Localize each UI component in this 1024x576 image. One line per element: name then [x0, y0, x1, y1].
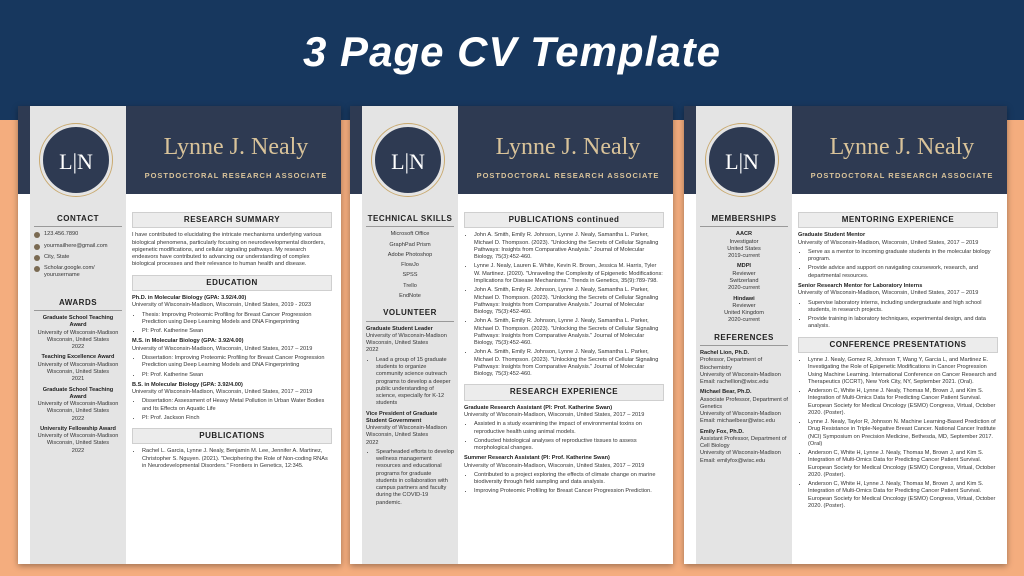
bullet: • Supervise laboratory interns, including undergraduate and high school students, in research projects.: [808, 300, 998, 315]
conference-item: • Lynne J. Nealy, Gomez R, Johnson T, Wang Y, Garcia L, and Martinez E. Investigating the Role of Epigenetic Modifications in Cancer Progression Using Machine Learning. International Conference on Cancer Research and Therapeutics (ICCRT), New York City, NY, September 2021. (Oral).: [808, 357, 998, 386]
bullet: • Conducted histological analyses of reproductive tissues to assess morphological changes.: [474, 438, 664, 453]
section-heading-mentoring: MENTORING EXPERIENCE: [798, 212, 998, 228]
volunteer-item: [366, 411, 454, 507]
section-heading-memberships: MEMBERSHIPS: [700, 212, 788, 227]
membership-item: [700, 296, 788, 325]
volunteer-year: 2022: [366, 347, 379, 354]
contact-email-text: yourmailhere@gmail.com: [44, 242, 108, 249]
degree: B.S. in Molecular Biology (GPA: 3.92/4.00): [132, 381, 243, 388]
award-title: Graduate School Teaching Award: [42, 386, 114, 400]
candidate-name: Lynne J. Nealy: [163, 134, 309, 160]
section-heading-contact: CONTACT: [34, 212, 122, 227]
experience-title: Graduate Research Assistant (PI: Prof. Katherine Swan): [464, 404, 613, 411]
membership-country: United States: [727, 245, 761, 252]
bullet: • PI: Prof. Jackson Finch: [142, 415, 332, 422]
reference-title: Assistant Professor, Department of Cell Biology: [700, 435, 787, 450]
bullet: • PI: Prof. Katherine Swan: [142, 372, 332, 379]
skill-item: FlowJo: [401, 262, 419, 269]
skill-item: Trello: [403, 282, 417, 289]
skill-item: Microsoft Office: [390, 231, 430, 238]
reference-inst: University of Wisconsin-Madison: [700, 450, 781, 457]
experience-inst: University of Wisconsin-Madison, Wisconsin, United States, 2017 – 2019: [464, 412, 645, 419]
conference-item: • Anderson C, White H, Lynne J. Nealy, Thomas M, Brown J, and Kim S. Integration of Multi-Omics Data for Predicting Cancer Patient Survival. European Society for Medical Oncology (ESMO) Congress, Virtual, October 2020. (Poster).: [808, 450, 998, 479]
volunteer-loc: Wisconsin, United States: [366, 432, 429, 439]
education-item: [132, 382, 332, 422]
membership-years: 2020-current: [728, 285, 760, 292]
degree: Ph.D. in Molecular Biology (GPA: 3.92/4.00): [132, 295, 247, 302]
membership-item: [700, 263, 788, 292]
bullet: • Provide advice and support on navigating coursework, research, and departmental resources.: [808, 265, 998, 280]
award-loc: Wisconsin, United States: [46, 408, 110, 415]
candidate-name: Lynne J. Nealy: [495, 134, 641, 160]
volunteer-title: Graduate Student Leader: [366, 325, 433, 332]
bullet: • Improving Proteomic Profiling for Breast Cancer Progression Prediction.: [474, 488, 664, 495]
award-item: [34, 426, 122, 455]
institution: University of Wisconsin-Madison, Wisconsin, United States, 2017 – 2019: [132, 345, 313, 352]
education-item: [132, 295, 332, 335]
bullet: • Thesis: Improving Proteomic Profiling for Breast Cancer Progression Prediction using Deep Learning Models and DNA Fingerprinting: [142, 312, 332, 327]
publication-item: • John A. Smith, Emily R. Johnson, Lynne J. Nealy, Samantha L. Parker, Michael D. Thompson. (2023). "Unlocking the Secrets of Cellular Signaling Pathways: Insights from Comparative Analysis." Journal of Molecular Biology, 75(3):452-460.: [474, 232, 664, 261]
section-heading-awards: AWARDS: [34, 296, 122, 311]
reference-email: Email: michaelbear@wisc.edu: [700, 418, 776, 425]
section-heading-volunteer: VOLUNTEER: [366, 306, 454, 321]
conference-item: • Lynne J. Nealy, Taylor R, Johnson N. Machine Learning-Based Prediction of Drug Resistance in Triple-Negative Breast Cancer. National Cancer Institute (NCI) Symposium on Precision Medicine, Bethesda, MD, September 2017. (Oral): [808, 419, 998, 448]
institution: University of Wisconsin-Madison, Wisconsin, United States, 2019 - 2023: [132, 302, 312, 309]
reference-title: Professor, Department of Biochemistry: [700, 357, 763, 371]
volunteer-year: 2022: [366, 439, 379, 446]
monogram-logo: [40, 124, 112, 196]
monogram-initials: L|N: [59, 149, 93, 174]
publication-item: • John A. Smith, Emily R. Johnson, Lynne J. Nealy, Samantha L. Parker, Michael D. Thompson. (2023). "Unlocking the Secrets of Cellular Signaling Pathways: Insights from Comparative Analysis." Journal of Molecular Biology, 75(3):452-460.: [474, 287, 664, 316]
membership-country: United Kingdom: [724, 310, 764, 317]
membership-role: Investigator: [729, 238, 759, 245]
membership-years: 2020-current: [728, 317, 760, 324]
experience-title: Summer Research Assistant (PI: Prof. Katherine Swan): [464, 455, 610, 462]
monogram-initials: L|N: [391, 149, 425, 174]
location-icon: [34, 255, 40, 261]
bullet: • Lead a group of 15 graduate students to organize community science outreach programs to develop a deeper public understanding of science, especially for K-12 students: [376, 357, 454, 408]
section-heading-experience: RESEARCH EXPERIENCE: [464, 384, 664, 400]
publication-item: • John A. Smith, Emily R. Johnson, Lynne J. Nealy, Samantha L. Parker, Michael D. Thompson. (2023). "Unlocking the Secrets of Cellular Signaling Pathways: Insights from Comparative Analysis." Journal of Molecular Biology, 75(3):452-460.: [474, 349, 664, 378]
bullet: • Assisted in a study examining the impact of environmental toxins on reproductive health using animal models.: [474, 421, 664, 436]
membership-org: AACR: [735, 231, 753, 238]
award-inst: University of Wisconsin-Madison: [37, 361, 119, 368]
experience-item: [464, 455, 664, 495]
reference-title: Associate Professor, Department of Genetics: [700, 396, 788, 410]
sidebar-content: [34, 206, 122, 458]
award-year: 2022: [71, 415, 85, 422]
publication-item: • Lynne J. Nealy, Lauren E. White, Kevin R. Brown, Jessica M. Harris, Tyler W. Martinez. (2020). "Unraveling the Complexity of Epigenetic Modifications: Implications for Disease Mechanisms." Trends in Genetics, 35(9):789-798.: [474, 263, 664, 285]
cv-page-2: [350, 106, 673, 564]
award-inst: University of Wisconsin-Madison: [37, 329, 119, 336]
main-content: [464, 206, 664, 499]
contact-email: [34, 243, 122, 250]
degree: M.S. in Molecular Biology (GPA: 3.92/4.00): [132, 338, 244, 345]
reference-email: Email: rachellion@wisc.edu: [700, 379, 769, 386]
main-content: [132, 206, 332, 472]
volunteer-inst: University of Wisconsin-Madison: [366, 425, 447, 432]
bullet: • Dissertation: Assessment of Heavy Metal Pollution in Urban Water Bodies and Its Effects on Aquatic Life: [142, 398, 332, 413]
award-title: Graduate School Teaching Award: [42, 315, 114, 329]
mentoring-inst: University of Wisconsin-Madison, Wisconsin, United States, 2017 – 2019: [798, 290, 979, 297]
reference-item: [700, 389, 788, 425]
volunteer-loc: Wisconsin, United States: [366, 340, 429, 347]
section-heading-references: REFERENCES: [700, 331, 788, 346]
section-heading-publications: PUBLICATIONS: [132, 428, 332, 444]
contact-phone: [34, 231, 122, 238]
cv-page-1: [18, 106, 341, 564]
contact-scholar: [34, 265, 122, 280]
award-loc: Wisconsin, United States: [46, 440, 110, 447]
section-heading-publications-continued: PUBLICATIONS continued: [464, 212, 664, 228]
reference-item: [700, 350, 788, 386]
award-loc: Wisconsin, United States: [46, 336, 110, 343]
award-inst: University of Wisconsin-Madison: [37, 401, 119, 408]
phone-icon: [34, 232, 40, 238]
monogram-initials: L|N: [725, 149, 759, 174]
membership-country: Switzerland: [729, 277, 759, 284]
reference-name: Rachel Lion, Ph.D.: [700, 349, 750, 356]
conference-item: • Anderson C, White H, Lynne J. Nealy, Thomas M, Brown J, and Kim S. Integration of Multi-Omics Data for Predicting Cancer Patient Survival. European Society for Medical Oncology (ESMO) Congress, Virtual, October 2020. (Poster).: [808, 481, 998, 510]
contact-phone-text: 123.456.7890: [44, 231, 79, 238]
membership-years: 2019-current: [728, 253, 760, 260]
mentoring-item: [798, 232, 998, 280]
award-item: [34, 354, 122, 383]
section-heading-conferences: CONFERENCE PRESENTATIONS: [798, 337, 998, 353]
monogram-logo: [706, 124, 778, 196]
bullet: • Dissertation: Improving Proteomic Profiling for Breast Cancer Progression Prediction using Deep Learning Models and DNA Fingerprinting: [142, 355, 332, 370]
membership-item: [700, 231, 788, 260]
reference-item: [700, 429, 788, 465]
award-loc: Wisconsin, United States: [46, 368, 110, 375]
monogram-logo: [372, 124, 444, 196]
email-icon: [34, 244, 40, 250]
skills-list: [366, 231, 454, 300]
award-year: 2021: [71, 376, 85, 383]
award-year: 2022: [71, 344, 85, 351]
summary-text: I have contributed to elucidating the intricate mechanisms underlying various biological phenomena, particularly focusing on neurodevelopmental disorders, epigenetic modifications, and cellular signaling pathways. My research endeavors have contributed to advancing our understanding of complex biological processes and their relevance to human health and disease.: [132, 232, 326, 268]
mentoring-title: Graduate Student Mentor: [798, 232, 866, 239]
mentoring-item: [798, 283, 998, 331]
mentoring-title: Senior Research Mentor for Laboratory Interns: [798, 282, 923, 289]
candidate-role: POSTDOCTORAL RESEARCH ASSOCIATE: [476, 171, 660, 180]
award-item: [34, 387, 122, 423]
reference-name: Michael Bear, Ph.D.: [700, 389, 752, 396]
bullet: • Spearheaded efforts to develop wellness management resources and educational programs for graduate students in collaboration with campus partners and faculty during the COVID-19 pandemic.: [376, 449, 454, 507]
section-heading-skills: TECHNICAL SKILLS: [366, 212, 454, 227]
candidate-role: POSTDOCTORAL RESEARCH ASSOCIATE: [144, 171, 328, 180]
membership-org: MDPI: [737, 263, 751, 270]
mentoring-inst: University of Wisconsin-Madison, Wisconsin, United States, 2017 – 2019: [798, 239, 979, 246]
reference-inst: University of Wisconsin-Madison: [700, 371, 781, 378]
cv-page-3: [684, 106, 1007, 564]
link-icon: [34, 266, 40, 272]
skill-item: SPSS: [402, 272, 418, 279]
section-heading-education: EDUCATION: [132, 275, 332, 291]
skill-item: Adobe Photoshop: [387, 251, 433, 258]
education-item: [132, 338, 332, 378]
institution: University of Wisconsin-Madison, Wisconsin, United States, 2017 – 2019: [132, 389, 313, 396]
section-heading-summary: RESEARCH SUMMARY: [132, 212, 332, 228]
conference-item: • Anderson C, White H, Lynne J. Nealy, Thomas M, Brown J, and Kim S. Integration of Multi-Omics Data for Predicting Cancer Patient Survival. European Society for Medical Oncology (ESMO) Congress, Virtual, October 2020. (Poster).: [808, 388, 998, 417]
membership-role: Reviewer: [732, 270, 756, 277]
award-title: Teaching Excellence Award: [41, 354, 115, 361]
membership-org: Hindawi: [733, 295, 755, 302]
skill-item: GraphPad Prism: [389, 241, 431, 248]
sidebar-content: [366, 206, 454, 510]
experience-item: [464, 405, 664, 453]
bullet: • Serve as a mentor to incoming graduate students in the molecular biology program.: [808, 249, 998, 264]
main-content: [798, 206, 998, 512]
award-title: University Fellowship Award: [40, 425, 116, 432]
reference-name: Emily Fox, Ph.D.: [700, 428, 744, 435]
volunteer-inst: University of Wisconsin-Madison: [366, 332, 447, 339]
reference-email: Email: emilyfox@wisc.edu: [700, 457, 766, 464]
candidate-role: POSTDOCTORAL RESEARCH ASSOCIATE: [810, 171, 994, 180]
membership-role: Reviewer: [732, 302, 756, 309]
award-year: 2022: [71, 447, 85, 454]
bullet: • Contributed to a project exploring the effects of climate change on marine biodiversity through field sampling and data analysis.: [474, 472, 664, 487]
volunteer-title: Vice President of Graduate Student Government: [366, 410, 438, 424]
reference-inst: University of Wisconsin-Madison: [700, 411, 781, 418]
bullet: • PI: Prof. Katherine Swan: [142, 328, 332, 335]
experience-inst: University of Wisconsin-Madison, Wisconsin, United States, 2017 – 2019: [464, 462, 645, 469]
contact-location-text: City, State: [44, 253, 70, 260]
bullet: • Provide training in laboratory techniques, experimental design, and data analysis.: [808, 316, 998, 331]
volunteer-item: [366, 326, 454, 408]
publication-item: • Rachel L. Garcia, Lynne J. Nealy, Benjamin M. Lee, Jennifer A. Martinez, Christopher S. Nguyen. (2021). "Deciphering the Role of Non-coding RNAs in Neurodevelopmental Disorders." Frontiers in Genetics, 12:345.: [142, 448, 332, 470]
banner-title: 3 Page CV Template: [303, 28, 721, 75]
candidate-name: Lynne J. Nealy: [829, 134, 975, 160]
contact-scholar-text: Scholar.google.com/ yourusername: [44, 265, 95, 279]
sidebar-content: [700, 206, 788, 468]
contact-location: [34, 254, 122, 261]
award-item: [34, 315, 122, 351]
skill-item: EndNote: [399, 292, 421, 299]
award-inst: University of Wisconsin-Madison: [37, 433, 119, 440]
publication-item: • John A. Smith, Emily R. Johnson, Lynne J. Nealy, Samantha L. Parker, Michael D. Thompson. (2023). "Unlocking the Secrets of Cellular Signaling Pathways: Insights from Comparative Analysis." Journal of Molecular Biology, 75(3):452-460.: [474, 318, 664, 347]
